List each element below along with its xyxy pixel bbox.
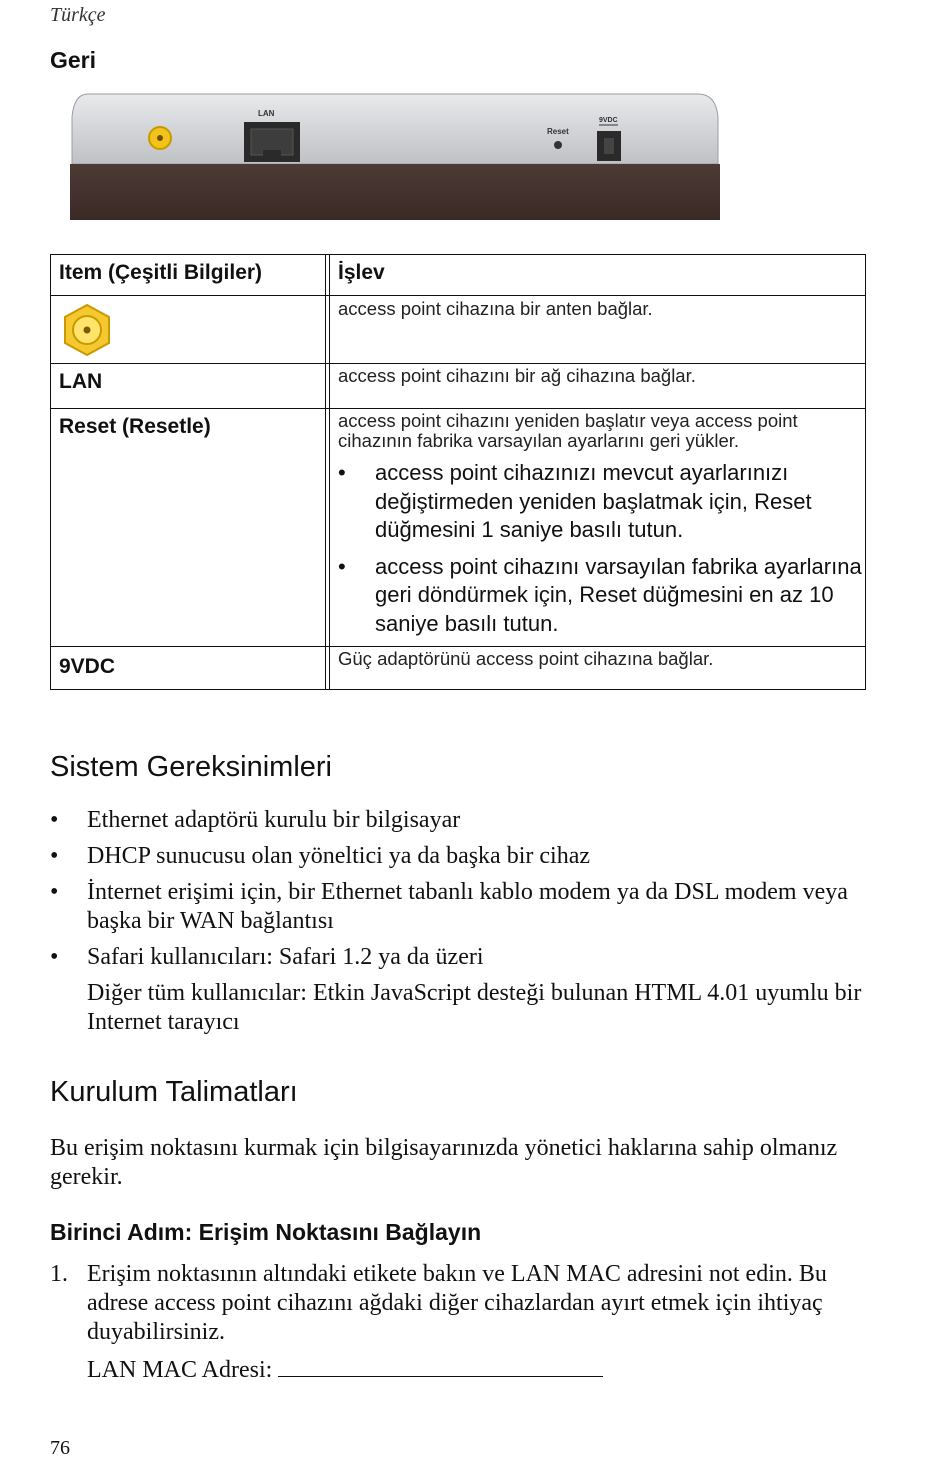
list-item: • DHCP sunucusu olan yöneltici ya da başka bir cihaz [50,842,880,871]
install-intro: Bu erişim noktasını kurmak için bilgisayarınızda yönetici haklarına sahip olmanız gerekir. [50,1135,838,1190]
table-cell-item: 9VDC [59,655,116,678]
table-cell-function: access point cihazına bir anten bağlar. [338,298,653,319]
lan-port-label: LAN [258,109,275,118]
reset-port-label: Reset [547,127,569,136]
mac-address-label: LAN MAC Adresi: [87,1357,273,1383]
reset-button-icon [554,141,562,149]
table-row [50,364,866,409]
list-item: • access point cihazınızı mevcut ayarlarınızı değiştirmeden yeniden başlatmak için, Reset düğmesini 1 saniye basılı tutun. [338,459,865,545]
table-cell-function: access point cihazını yeniden başlatır veya access point cihazının fabrika varsayılan ayarlarını geri yükler. [338,410,798,451]
table-header-row [50,254,866,296]
requirements-title: Sistem Gereksinimleri [50,751,332,783]
table-header-function: İşlev [329,254,866,296]
power-port-label: 9VDC [599,117,618,124]
step-text: Erişim noktasının altındaki etikete bakın ve LAN MAC adresini not edin. Bu adrese access point cihazını ağdaki diğer cihazlardan ayırt etmek için ihtiyaç duyabilirsiniz. [87,1261,827,1345]
page-number: 76 [50,1437,70,1459]
requirements-list [50,806,880,1044]
table-header-item: Item (Çeşitli Bilgiler) [50,254,326,296]
list-item: • Ethernet adaptörü kurulu bir bilgisayar [50,806,880,835]
mac-address-blank [278,1354,603,1377]
step-1 [50,1260,880,1385]
table-cell-item: LAN [59,370,103,393]
list-item: • access point cihazını varsayılan fabrika ayarlarına geri döndürmek için, Reset düğmesini en az 10 saniye basılı tutun. [338,553,865,639]
table-cell-function: access point cihazını bir ağ cihazına bağlar. [338,365,696,386]
antenna-connector-icon [59,302,115,358]
reset-bullet-list [338,459,865,638]
lan-port-icon [244,122,300,162]
section-title-back: Geri [50,47,97,73]
device-rear-illustration [70,92,720,222]
table-row [50,296,866,364]
table-cell-item: Reset (Resetle) [59,415,211,438]
table-row [50,409,866,647]
step-number: 1. [50,1261,68,1287]
table-cell-function: Güç adaptörünü access point cihazına bağlar. [338,648,714,669]
mac-address-line [50,1354,880,1385]
language-label: Türkçe [50,4,106,26]
function-table [50,254,866,690]
install-title: Kurulum Talimatları [50,1076,298,1108]
list-item: • Safari kullanıcıları: Safari 1.2 ya da üzeri [50,943,880,972]
list-item-extra: Diğer tüm kullanıcılar: Etkin JavaScript desteği bulunan HTML 4.01 uyumlu bir Internet tarayıcı [87,980,862,1035]
table-row [50,647,866,690]
list-item: • İnternet erişimi için, bir Ethernet tabanlı kablo modem ya da DSL modem veya başka bir WAN bağlantısı [50,878,880,936]
step-title: Birinci Adım: Erişim Noktasını Bağlayın [50,1219,482,1245]
antenna-port-icon [149,127,171,149]
